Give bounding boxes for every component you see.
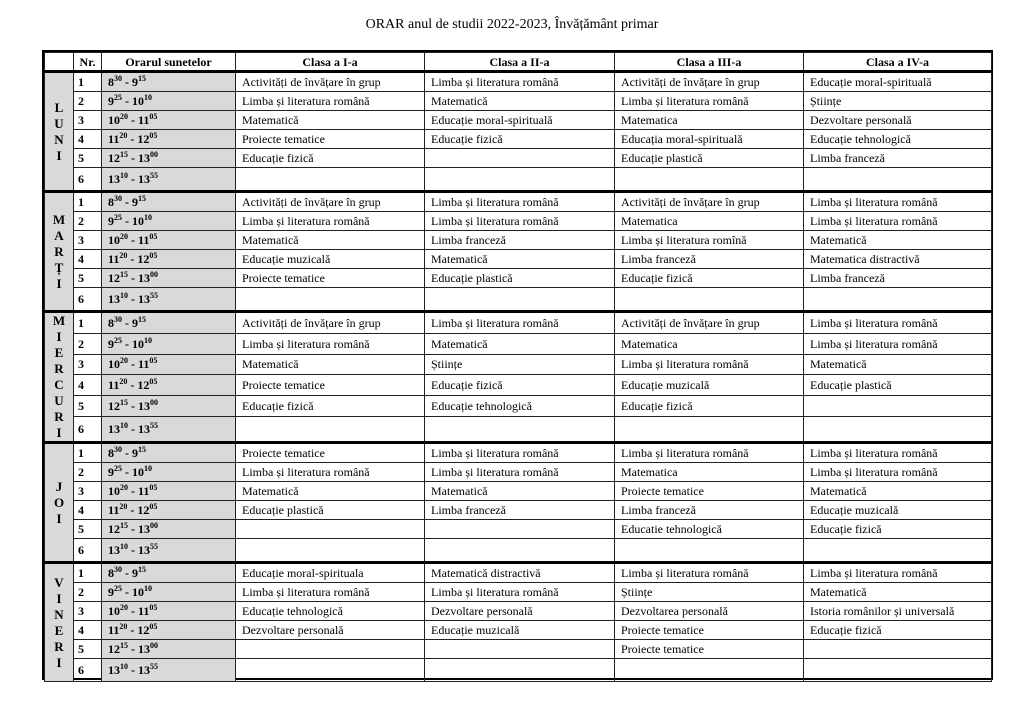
subject-cell-class-1: Proiecte tematice: [236, 443, 425, 463]
subject-cell-class-3: Activități de învățare în grup: [615, 312, 804, 334]
subject-cell-class-4: Limba și literatura română: [804, 212, 992, 231]
bell-time: $8^{30} - 9^{15}$: [102, 443, 236, 463]
subject-cell-class-2: [425, 416, 615, 442]
subject-cell-class-4: [804, 416, 992, 442]
subject-cell-class-2: Limba și literatura română: [425, 312, 615, 334]
lesson-number: 3: [74, 354, 102, 375]
subject-cell-class-2: [425, 659, 615, 682]
subject-cell-class-2: Matematică: [425, 250, 615, 269]
subject-cell-class-4: [804, 168, 992, 192]
subject-cell-class-4: Istoria românilor și universală: [804, 602, 992, 621]
subject-cell-class-1: Activități de învățare în grup: [236, 312, 425, 334]
bell-time: $11^{20} - 12^{05}$: [102, 250, 236, 269]
lesson-number: 5: [74, 149, 102, 168]
bell-time: $12^{15} - 13^{00}$: [102, 640, 236, 659]
header-row: [45, 53, 992, 72]
subject-cell-class-3: Activități de învățare în grup: [615, 192, 804, 212]
bell-time: $12^{15} - 13^{00}$: [102, 269, 236, 288]
subject-cell-class-1: Limba și literatura română: [236, 333, 425, 354]
schedule-row: [45, 416, 992, 442]
subject-cell-class-1: Proiecte tematice: [236, 375, 425, 396]
lesson-number: 3: [74, 482, 102, 501]
subject-cell-class-2: Matematică: [425, 482, 615, 501]
bell-time: $12^{15} - 13^{00}$: [102, 149, 236, 168]
subject-cell-class-1: Dezvoltare personală: [236, 621, 425, 640]
bell-time: $9^{25} - 10^{10}$: [102, 463, 236, 482]
subject-cell-class-3: Dezvoltarea personală: [615, 602, 804, 621]
subject-cell-class-2: [425, 539, 615, 563]
subject-cell-class-1: Matematică: [236, 354, 425, 375]
lesson-number: 1: [74, 312, 102, 334]
subject-cell-class-1: Limba și literatura română: [236, 92, 425, 111]
lesson-number: 3: [74, 231, 102, 250]
subject-cell-class-4: Limba și literatura română: [804, 563, 992, 583]
bell-time: $11^{20} - 12^{05}$: [102, 375, 236, 396]
subject-cell-class-2: Educație plastică: [425, 269, 615, 288]
lesson-number: 3: [74, 602, 102, 621]
subject-cell-class-3: Limba și literatura română: [615, 92, 804, 111]
subject-cell-class-2: Matematică distractivă: [425, 563, 615, 583]
lesson-number: 2: [74, 583, 102, 602]
subject-cell-class-3: Limba și literatura română: [615, 563, 804, 583]
subject-cell-class-1: Educație fizică: [236, 149, 425, 168]
subject-cell-class-3: Științe: [615, 583, 804, 602]
schedule-row: [45, 640, 992, 659]
subject-cell-class-3: Matematica: [615, 212, 804, 231]
subject-cell-class-4: [804, 539, 992, 563]
schedule-row: [45, 168, 992, 192]
lesson-number: 1: [74, 443, 102, 463]
subject-cell-class-2: Limba și literatura română: [425, 192, 615, 212]
bell-time: $12^{15} - 13^{00}$: [102, 520, 236, 539]
subject-cell-class-2: Limba și literatura română: [425, 463, 615, 482]
subject-cell-class-1: Educație plastică: [236, 501, 425, 520]
lesson-number: 5: [74, 520, 102, 539]
bell-time: $11^{20} - 12^{05}$: [102, 501, 236, 520]
subject-cell-class-4: Educație muzicală: [804, 501, 992, 520]
subject-cell-class-1: Educație muzicală: [236, 250, 425, 269]
subject-cell-class-3: [615, 168, 804, 192]
subject-cell-class-2: Educație tehnologică: [425, 396, 615, 417]
subject-cell-class-2: Educație fizică: [425, 130, 615, 149]
subject-cell-class-2: [425, 168, 615, 192]
bell-time: $9^{25} - 10^{10}$: [102, 333, 236, 354]
schedule-row: [45, 250, 992, 269]
lesson-number: 6: [74, 539, 102, 563]
schedule-row: [45, 288, 992, 312]
lesson-number: 3: [74, 111, 102, 130]
bell-time: $13^{10} - 13^{55}$: [102, 659, 236, 682]
subject-cell-class-1: Limba și literatura română: [236, 463, 425, 482]
schedule-row: [45, 375, 992, 396]
day-label: V I N E R I: [45, 563, 74, 682]
subject-cell-class-1: Activități de învățare în grup: [236, 72, 425, 92]
schedule-row: [45, 621, 992, 640]
bell-time: $8^{30} - 9^{15}$: [102, 563, 236, 583]
subject-cell-class-2: Matematică: [425, 333, 615, 354]
header-clasa-1: Clasa a I-a: [236, 53, 425, 72]
bell-time: $13^{10} - 13^{55}$: [102, 168, 236, 192]
schedule-row: [45, 72, 992, 92]
lesson-number: 6: [74, 168, 102, 192]
subject-cell-class-2: [425, 288, 615, 312]
subject-cell-class-2: Limba și literatura română: [425, 72, 615, 92]
lesson-number: 2: [74, 333, 102, 354]
subject-cell-class-3: Educație fizică: [615, 396, 804, 417]
subject-cell-class-1: [236, 520, 425, 539]
bell-time: $9^{25} - 10^{10}$: [102, 92, 236, 111]
subject-cell-class-3: Limba franceză: [615, 250, 804, 269]
subject-cell-class-4: Educație fizică: [804, 621, 992, 640]
subject-cell-class-3: Proiecte tematice: [615, 621, 804, 640]
schedule-frame: [42, 50, 993, 680]
subject-cell-class-2: Educație fizică: [425, 375, 615, 396]
subject-cell-class-1: [236, 640, 425, 659]
bell-time: $9^{25} - 10^{10}$: [102, 212, 236, 231]
subject-cell-class-1: [236, 168, 425, 192]
subject-cell-class-3: Limba și literatura română: [615, 443, 804, 463]
bell-time: $13^{10} - 13^{55}$: [102, 416, 236, 442]
lesson-number: 1: [74, 72, 102, 92]
schedule-row: [45, 520, 992, 539]
lesson-number: 1: [74, 563, 102, 583]
header-clasa-2: Clasa a II-a: [425, 53, 615, 72]
subject-cell-class-4: Limba și literatura română: [804, 463, 992, 482]
subject-cell-class-1: Limba și literatura română: [236, 212, 425, 231]
schedule-row: [45, 269, 992, 288]
lesson-number: 6: [74, 659, 102, 682]
schedule-row: [45, 539, 992, 563]
subject-cell-class-4: Educație fizică: [804, 520, 992, 539]
subject-cell-class-3: [615, 416, 804, 442]
subject-cell-class-1: Limba și literatura română: [236, 583, 425, 602]
schedule-row: [45, 92, 992, 111]
schedule-row: [45, 149, 992, 168]
lesson-number: 4: [74, 501, 102, 520]
subject-cell-class-4: Educație plastică: [804, 375, 992, 396]
subject-cell-class-2: Limba și literatura română: [425, 212, 615, 231]
subject-cell-class-2: Dezvoltare personală: [425, 602, 615, 621]
subject-cell-class-1: Educație tehnologică: [236, 602, 425, 621]
subject-cell-class-4: Matematică: [804, 482, 992, 501]
lesson-number: 2: [74, 92, 102, 111]
subject-cell-class-3: Activități de învățare în grup: [615, 72, 804, 92]
bell-time: $13^{10} - 13^{55}$: [102, 539, 236, 563]
subject-cell-class-2: Educație moral-spirituală: [425, 111, 615, 130]
subject-cell-class-1: [236, 539, 425, 563]
header-clasa-4: Clasa a IV-a: [804, 53, 992, 72]
subject-cell-class-3: Educație fizică: [615, 269, 804, 288]
subject-cell-class-2: [425, 520, 615, 539]
schedule-row: [45, 231, 992, 250]
bell-time: $8^{30} - 9^{15}$: [102, 72, 236, 92]
subject-cell-class-4: Educație tehnologică: [804, 130, 992, 149]
schedule-table: [44, 52, 992, 682]
schedule-row: [45, 443, 992, 463]
subject-cell-class-3: Limba franceză: [615, 501, 804, 520]
schedule-row: [45, 396, 992, 417]
subject-cell-class-1: Proiecte tematice: [236, 269, 425, 288]
subject-cell-class-1: Matematică: [236, 482, 425, 501]
subject-cell-class-4: [804, 288, 992, 312]
subject-cell-class-2: Limba și literatura română: [425, 443, 615, 463]
header-nr: Nr.: [74, 53, 102, 72]
subject-cell-class-1: [236, 416, 425, 442]
subject-cell-class-4: Limba franceză: [804, 269, 992, 288]
lesson-number: 6: [74, 416, 102, 442]
bell-time: $9^{25} - 10^{10}$: [102, 583, 236, 602]
subject-cell-class-4: Matematică: [804, 354, 992, 375]
schedule-row: [45, 463, 992, 482]
subject-cell-class-4: Matematica distractivă: [804, 250, 992, 269]
subject-cell-class-3: Matematica: [615, 333, 804, 354]
lesson-number: 6: [74, 288, 102, 312]
schedule-row: [45, 333, 992, 354]
bell-time: $8^{30} - 9^{15}$: [102, 192, 236, 212]
lesson-number: 2: [74, 463, 102, 482]
schedule-row: [45, 583, 992, 602]
subject-cell-class-1: Matematică: [236, 231, 425, 250]
bell-time: $13^{10} - 13^{55}$: [102, 288, 236, 312]
subject-cell-class-3: [615, 539, 804, 563]
schedule-row: [45, 354, 992, 375]
schedule-row: [45, 482, 992, 501]
subject-cell-class-4: Matematică: [804, 231, 992, 250]
lesson-number: 4: [74, 621, 102, 640]
subject-cell-class-3: Limba și literatura romînă: [615, 231, 804, 250]
subject-cell-class-2: Matematică: [425, 92, 615, 111]
bell-time: $10^{20} - 11^{05}$: [102, 231, 236, 250]
day-column-header: [45, 53, 74, 72]
subject-cell-class-3: Matematica: [615, 463, 804, 482]
bell-time: $8^{30} - 9^{15}$: [102, 312, 236, 334]
subject-cell-class-2: [425, 149, 615, 168]
subject-cell-class-2: Limba franceză: [425, 501, 615, 520]
bell-time: $11^{20} - 12^{05}$: [102, 130, 236, 149]
subject-cell-class-4: Dezvoltare personală: [804, 111, 992, 130]
subject-cell-class-4: Limba și literatura română: [804, 192, 992, 212]
subject-cell-class-1: Educație fizică: [236, 396, 425, 417]
lesson-number: 5: [74, 640, 102, 659]
subject-cell-class-2: Limba franceză: [425, 231, 615, 250]
subject-cell-class-3: Educatie tehnologică: [615, 520, 804, 539]
subject-cell-class-3: Educație muzicală: [615, 375, 804, 396]
day-label: M I E R C U R I: [45, 312, 74, 443]
bell-time: $11^{20} - 12^{05}$: [102, 621, 236, 640]
subject-cell-class-2: Limba și literatura română: [425, 583, 615, 602]
subject-cell-class-1: [236, 659, 425, 682]
bell-time: $10^{20} - 11^{05}$: [102, 111, 236, 130]
schedule-row: [45, 312, 992, 334]
subject-cell-class-3: Matematica: [615, 111, 804, 130]
lesson-number: 4: [74, 250, 102, 269]
subject-cell-class-1: Proiecte tematice: [236, 130, 425, 149]
schedule-body: [45, 72, 992, 682]
subject-cell-class-4: Educație moral-spirituală: [804, 72, 992, 92]
day-label: M A R Ț I: [45, 192, 74, 312]
subject-cell-class-4: Limba și literatura română: [804, 333, 992, 354]
subject-cell-class-4: Științe: [804, 92, 992, 111]
schedule-row: [45, 111, 992, 130]
bell-time: $10^{20} - 11^{05}$: [102, 482, 236, 501]
bell-time: $10^{20} - 11^{05}$: [102, 602, 236, 621]
header-orarul-sunetelor: Orarul sunetelor: [102, 53, 236, 72]
lesson-number: 5: [74, 396, 102, 417]
subject-cell-class-4: Limba și literatura română: [804, 443, 992, 463]
subject-cell-class-4: Limba și literatura română: [804, 312, 992, 334]
subject-cell-class-3: Proiecte tematice: [615, 482, 804, 501]
schedule-row: [45, 212, 992, 231]
subject-cell-class-3: Limba și literatura română: [615, 354, 804, 375]
subject-cell-class-4: Matematică: [804, 583, 992, 602]
schedule-row: [45, 192, 992, 212]
lesson-number: 4: [74, 130, 102, 149]
subject-cell-class-4: Limba franceză: [804, 149, 992, 168]
subject-cell-class-1: Matematică: [236, 111, 425, 130]
lesson-number: 1: [74, 192, 102, 212]
subject-cell-class-4: [804, 640, 992, 659]
page-title: ORAR anul de studii 2022-2023, Învățământ primar: [365, 17, 659, 32]
subject-cell-class-1: Activități de învățare în grup: [236, 192, 425, 212]
schedule-row: [45, 501, 992, 520]
lesson-number: 5: [74, 269, 102, 288]
subject-cell-class-3: [615, 659, 804, 682]
schedule-row: [45, 602, 992, 621]
day-label: J O I: [45, 443, 74, 563]
lesson-number: 4: [74, 375, 102, 396]
subject-cell-class-1: Educație moral-spirituala: [236, 563, 425, 583]
schedule-row: [45, 659, 992, 682]
subject-cell-class-2: [425, 640, 615, 659]
day-label: L U N I: [45, 72, 74, 192]
lesson-number: 2: [74, 212, 102, 231]
schedule-row: [45, 130, 992, 149]
schedule-row: [45, 563, 992, 583]
subject-cell-class-4: [804, 396, 992, 417]
bell-time: $12^{15} - 13^{00}$: [102, 396, 236, 417]
bell-time: $10^{20} - 11^{05}$: [102, 354, 236, 375]
subject-cell-class-4: [804, 659, 992, 682]
subject-cell-class-3: Proiecte tematice: [615, 640, 804, 659]
subject-cell-class-1: [236, 288, 425, 312]
subject-cell-class-3: Educația moral-spirituală: [615, 130, 804, 149]
subject-cell-class-3: [615, 288, 804, 312]
subject-cell-class-2: Educație muzicală: [425, 621, 615, 640]
header-clasa-3: Clasa a III-a: [615, 53, 804, 72]
subject-cell-class-2: Științe: [425, 354, 615, 375]
subject-cell-class-3: Educație plastică: [615, 149, 804, 168]
